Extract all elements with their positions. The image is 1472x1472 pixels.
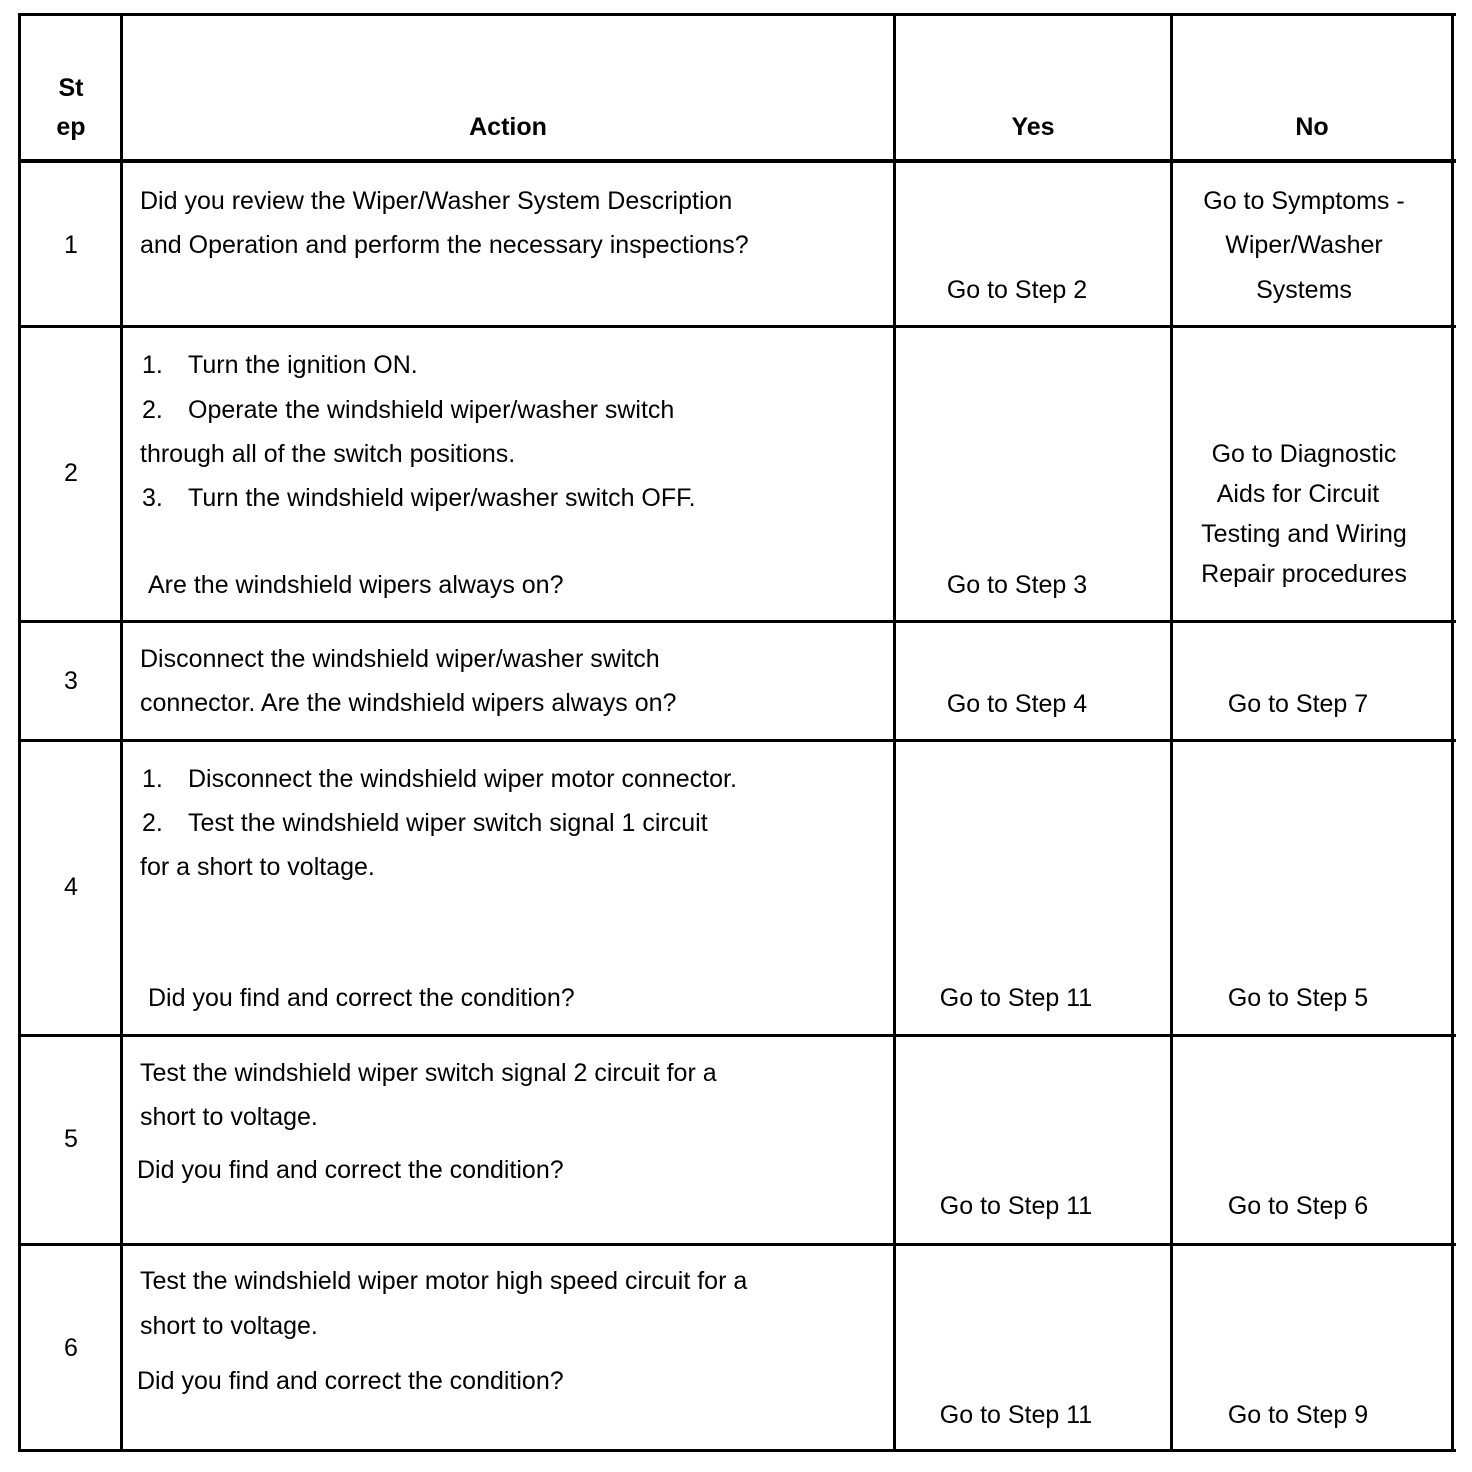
table-border-top [18, 13, 1456, 16]
header-divider [18, 159, 1456, 163]
table-border-right [1451, 13, 1454, 1452]
column-divider-step [120, 13, 123, 1452]
row-divider [18, 1243, 1456, 1246]
step-number: 6 [64, 1334, 78, 1362]
header-step-line1: St [58, 74, 84, 102]
no-result: Testing and Wiring [1201, 520, 1407, 548]
row-divider [18, 739, 1456, 742]
action-text: Test the windshield wiper switch signal 1 circuit [188, 809, 708, 837]
no-result: Systems [1256, 276, 1352, 304]
action-text: Did you review the Wiper/Washer System Description [140, 187, 733, 215]
action-text: and Operation and perform the necessary inspections? [140, 231, 749, 259]
table-border-bottom [18, 1449, 1456, 1452]
list-number: 3. [142, 484, 163, 512]
no-result: Go to Step 9 [1227, 1401, 1369, 1429]
header-action: Action [469, 113, 547, 141]
step-number: 3 [64, 667, 78, 695]
action-text: connector. Are the windshield wipers always on? [140, 689, 677, 717]
yes-result: Go to Step 3 [946, 571, 1088, 599]
step-number: 4 [64, 873, 78, 901]
list-number: 1. [142, 351, 163, 379]
yes-result: Go to Step 11 [939, 984, 1093, 1012]
list-number: 2. [142, 809, 163, 837]
action-text: Disconnect the windshield wiper motor connector. [188, 765, 737, 793]
action-text: through all of the switch positions. [140, 440, 516, 468]
action-text: Test the windshield wiper switch signal 2 circuit for a [140, 1059, 717, 1087]
list-number: 2. [142, 396, 163, 424]
action-text: for a short to voltage. [140, 853, 375, 881]
action-text: Disconnect the windshield wiper/washer switch [140, 645, 660, 673]
action-text: short to voltage. [140, 1312, 318, 1340]
question-text: Did you find and correct the condition? [137, 1367, 564, 1395]
header-yes: Yes [1011, 113, 1055, 141]
table-border-left [18, 13, 21, 1452]
yes-result: Go to Step 11 [939, 1401, 1093, 1429]
row-divider [18, 1034, 1456, 1037]
no-result: Aids for Circuit [1216, 480, 1380, 508]
no-result: Repair procedures [1201, 560, 1407, 588]
question-text: Did you find and correct the condition? [148, 984, 575, 1012]
step-number: 2 [64, 459, 78, 487]
action-text: Turn the windshield wiper/washer switch OFF. [188, 484, 696, 512]
action-text: Turn the ignition ON. [188, 351, 418, 379]
question-text: Are the windshield wipers always on? [148, 571, 564, 599]
no-result: Go to Step 7 [1227, 690, 1369, 718]
list-number: 1. [142, 765, 163, 793]
question-text: Did you find and correct the condition? [137, 1156, 564, 1184]
no-result: Go to Step 5 [1227, 984, 1369, 1012]
step-number: 5 [64, 1125, 78, 1153]
row-divider [18, 620, 1456, 623]
yes-result: Go to Step 4 [946, 690, 1088, 718]
column-divider-action [893, 13, 896, 1452]
action-text: short to voltage. [140, 1103, 318, 1131]
action-text: Test the windshield wiper motor high speed circuit for a [140, 1267, 748, 1295]
no-result: Go to Symptoms - [1203, 187, 1405, 215]
no-result: Go to Diagnostic [1211, 440, 1397, 468]
header-step-line2: ep [56, 113, 86, 141]
no-result: Wiper/Washer [1225, 231, 1383, 259]
yes-result: Go to Step 2 [946, 276, 1088, 304]
action-text: Operate the windshield wiper/washer switch [188, 396, 675, 424]
step-number: 1 [64, 231, 78, 259]
header-no: No [1295, 113, 1329, 141]
row-divider [18, 325, 1456, 328]
yes-result: Go to Step 11 [939, 1192, 1093, 1220]
no-result: Go to Step 6 [1227, 1192, 1369, 1220]
